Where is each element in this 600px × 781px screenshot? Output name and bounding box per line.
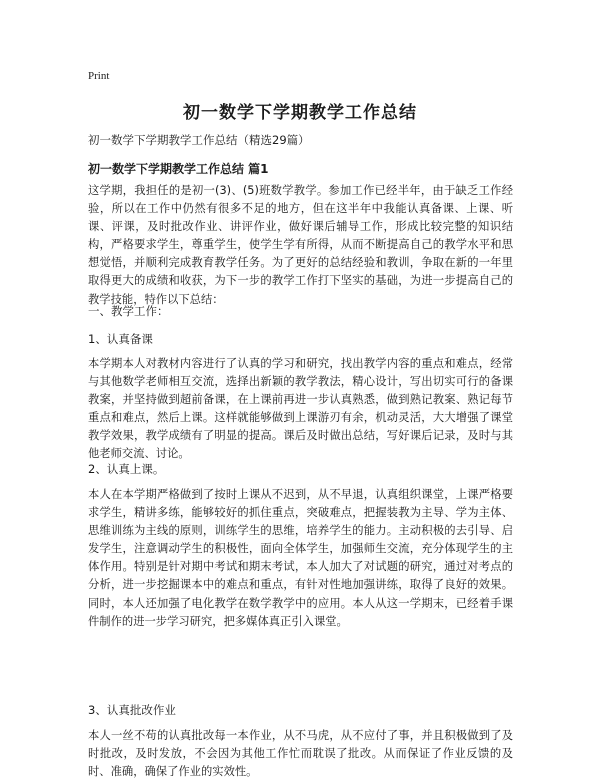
section-heading: 初一数学下学期教学工作总结 篇1: [88, 162, 269, 176]
lesson-prep-paragraph: 本学期本人对教材内容进行了认真的学习和研究，找出教学内容的重点和难点，经常与其他数学老师相互交流，选择出新颖的教学教法，精心设计，写出切实可行的备课教案，并坚持做到超前备课，在上课前再进一步认真熟悉，做到熟记教案、熟记每节重点和难点，然后上课。这样就能够做到上课游刃有余，机动灵活，大大增强了课堂教学效果，教学成绩有了明显的提高。课后及时做出总结，写好课后记录，及时与其他老师交流、讨论。: [88, 357, 513, 461]
class-teaching-heading: 2、认真上课。: [88, 462, 165, 476]
print-link[interactable]: Print: [88, 70, 110, 82]
lesson-prep-heading: 1、认真备课: [88, 332, 153, 346]
teaching-work-heading: 一、教学工作：: [88, 304, 169, 318]
document-subtitle: 初一数学下学期教学工作总结（精选29篇）: [88, 133, 310, 147]
page-title: 初一数学下学期教学工作总结: [183, 103, 417, 123]
homework-paragraph: 本人一丝不苟的认真批改每一本作业，从不马虎，从不应付了事，并且积极做到了及时批改，及时发放，不会因为其他工作忙而耽误了批改。从而保证了作业反馈的及时、准确，确保了作业的实效性。: [88, 729, 513, 779]
homework-heading: 3、认真批改作业: [88, 703, 176, 717]
intro-paragraph: 这学期，我担任的是初一(3)、(5)班数学教学。参加工作已经半年，由于缺乏工作经验，所以在工作中仍然有很多不足的地方，但在这半年中我能认真备课、上课、听课、评课，及时批改作业、讲评作业，做好课后辅导工作，形成比较完整的知识结构，严格要求学生，尊重学生，使学生学有所得，从而不断提高自己的教学水平和思想觉悟，并顺利完成教育教学任务。为了更好的总结经验和教训，争取在新的一年里取得更大的成绩和收获，为下一步的教学工作打下坚实的基础，为进一步提高自己的教学技能，特作以下总结：: [88, 184, 513, 306]
class-teaching-paragraph: 本人在本学期严格做到了按时上课从不迟到，从不早退，认真组织课堂，上课严格要求学生，精讲多练，能够较好的抓住重点，突破难点，把握装教为主导、学为主体、思维训练为主线的原则，训练学生的思维，培养学生的能力。主动积极的去引导、启发学生，注意调动学生的积极性，面向全体学生，加强师生交流，充分体现学生的主体作用。特别是针对期中考试和期末考试，本人加大了对试题的研究，通过对考点的分析，进一步挖掘课本中的难点和重点，有针对性地加强讲练，取得了良好的效果。同时，本人还加强了电化教学在数学教学中的应用。本人从这一学期末，已经着手课件制作的进一步学习研究，把多媒体真正引入课堂。: [88, 488, 513, 628]
